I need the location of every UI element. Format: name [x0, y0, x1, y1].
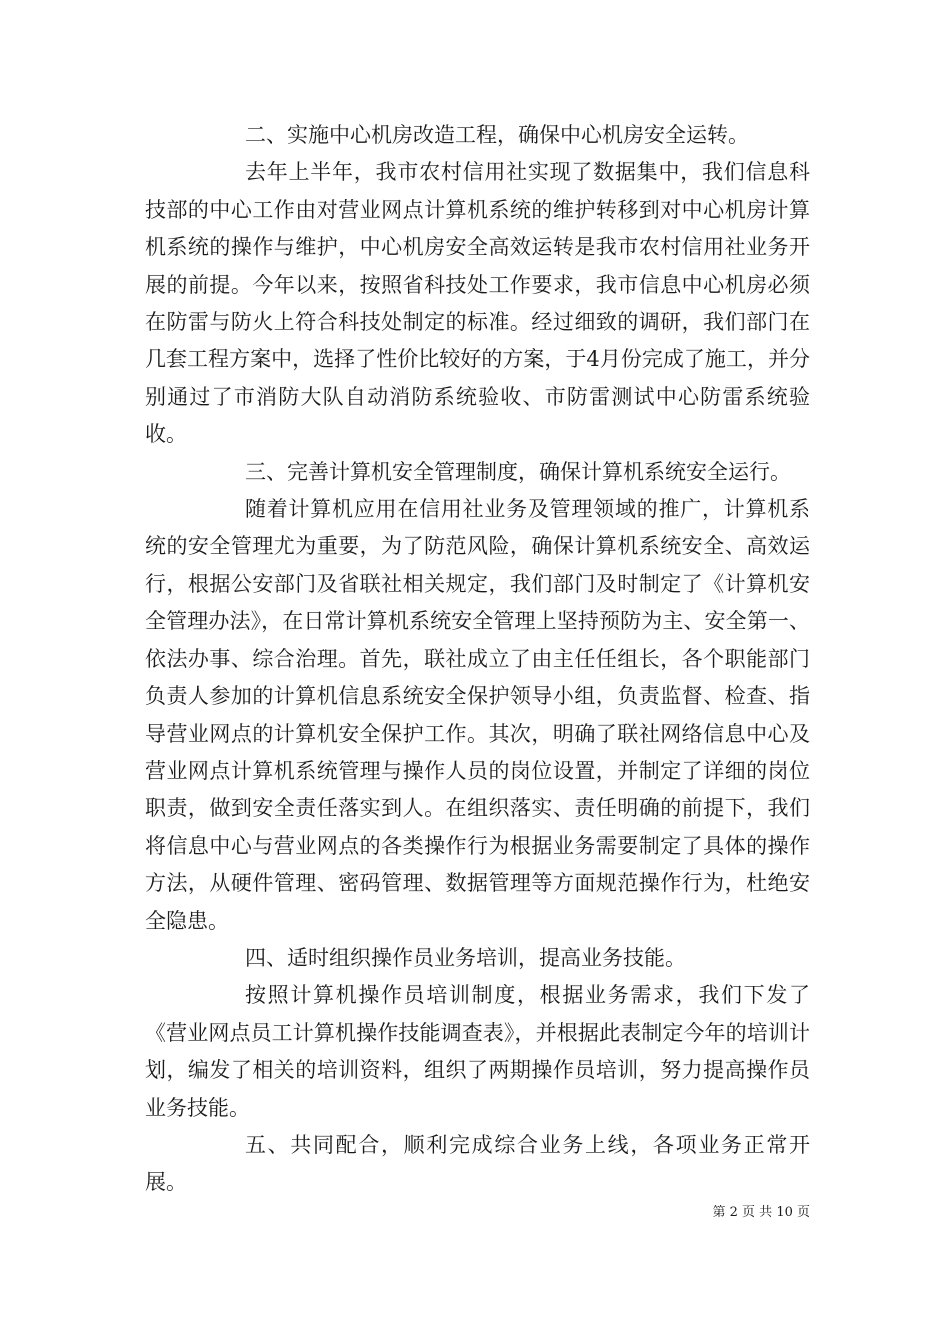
body-paragraph: 去年上半年，我市农村信用社实现了数据集中，我们信息科技部的中心工作由对营业网点计算机系统的维护转移到对中心机房计算机系统的操作与维护，中心机房安全高效运转是我市农村信用社业务开展的前提。今年以来，按照省科技处工作要求，我市信息中心机房必须在防雷与防火上符合科技处制定的标准。经过细致的调研，我们部门在几套工程方案中，选择了性价比较好的方案，于4月份完成了施工，并分别通过了市消防大队自动消防系统验收、市防雷测试中心防雷系统验收。	[145, 160, 810, 447]
document-body	[145, 117, 810, 1202]
section-heading-2: 二、实施中心机房改造工程，确保中心机房安全运转。	[245, 123, 749, 147]
section-heading-3: 三、完善计算机安全管理制度，确保计算机系统安全运行。	[245, 459, 791, 484]
section-heading-4: 四、适时组织操作员业务培训，提高业务技能。	[245, 945, 686, 970]
body-paragraph: 按照计算机操作员培训制度，根据业务需求，我们下发了《营业网点员工计算机操作技能调查表》，并根据此表制定今年的培训计划，编发了相关的培训资料，组织了两期操作员培训，努力提高操作员业务技能。	[145, 983, 810, 1120]
body-paragraph: 随着计算机应用在信用社业务及管理领域的推广，计算机系统的安全管理尤为重要，为了防范风险，确保计算机系统安全、高效运行，根据公安部门及省联社相关规定，我们部门及时制定了《计算机安全管理办法》，在日常计算机系统安全管理上坚持预防为主、安全第一、依法办事、综合治理。首先，联社成立了由主任任组长，各个职能部门负责人参加的计算机信息系统安全保护领导小组，负责监督、检查、指导营业网点的计算机安全保护工作。其次，明确了联社网络信息中心及营业网点计算机系统管理与操作人员的岗位设置，并制定了详细的岗位职责，做到安全责任落实到人。在组织落实、责任明确的前提下，我们将信息中心与营业网点的各类操作行为根据业务需要制定了具体的操作方法，从硬件管理、密码管理、数据管理等方面规范操作行为，杜绝安全隐患。	[145, 497, 810, 933]
section-heading-5: 五、共同配合，顺利完成综合业务上线，各项业务正常开展。	[145, 1132, 810, 1195]
page-number: 第 2 页 共 10 页	[712, 1205, 810, 1220]
